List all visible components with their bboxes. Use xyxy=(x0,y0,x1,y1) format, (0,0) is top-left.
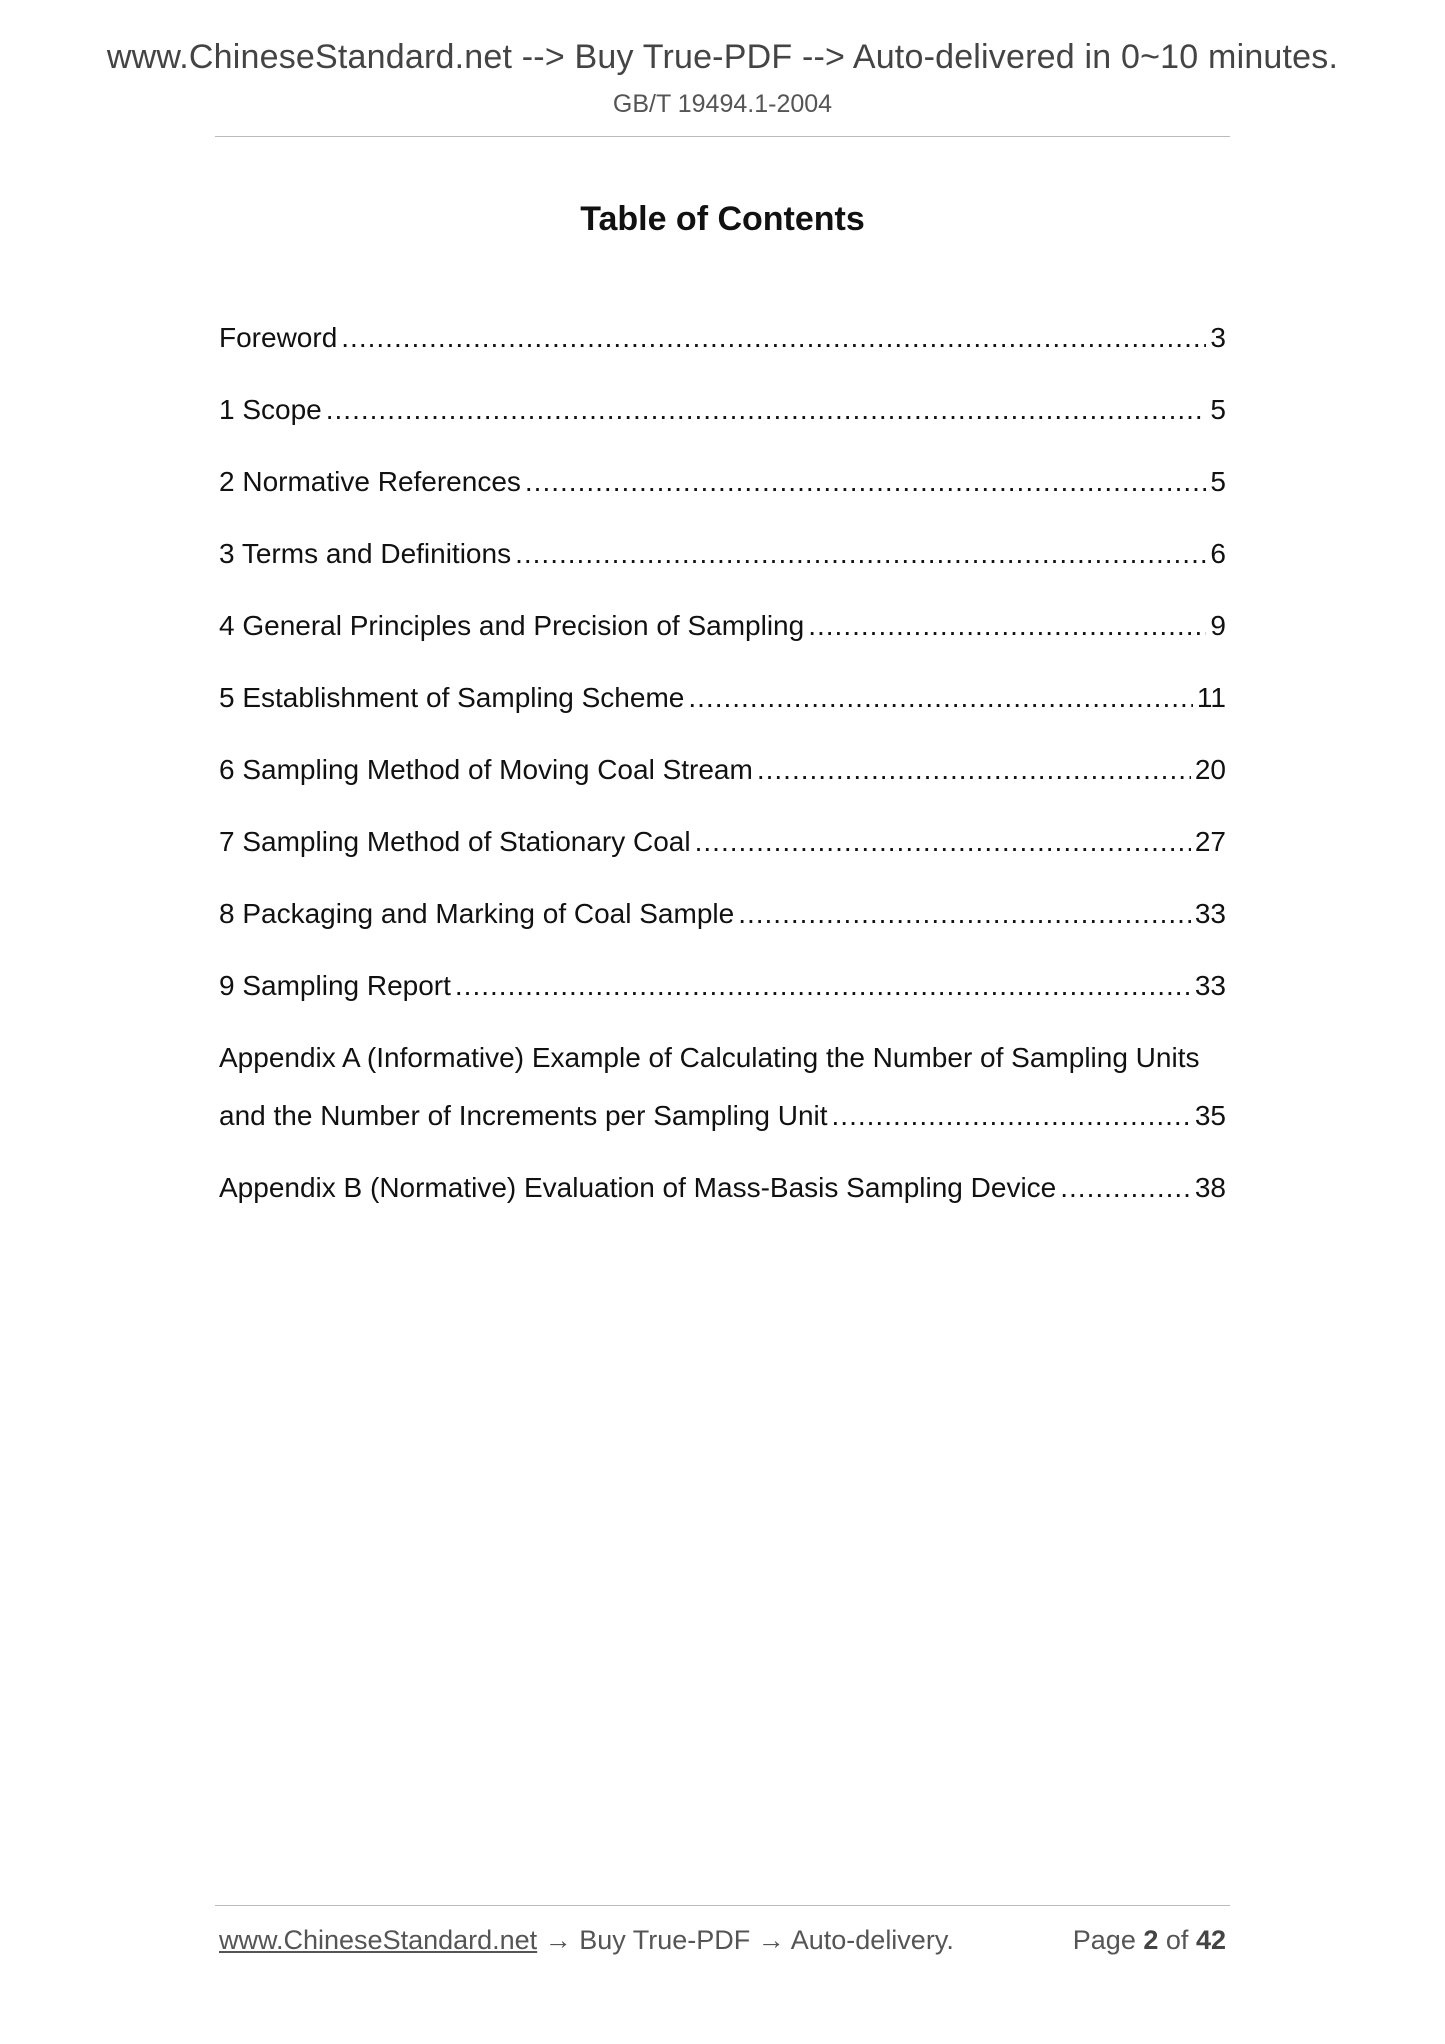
toc-entry-label: and the Number of Increments per Sampling Unit xyxy=(219,1100,828,1131)
dot-leader xyxy=(808,606,1206,646)
toc-entry-label: Foreword xyxy=(219,322,338,353)
toc-entry-label: 8 Packaging and Marking of Coal Sample xyxy=(219,898,735,929)
footer-tagline: → Buy True-PDF → Auto-delivery. xyxy=(537,1925,954,1955)
toc-entry-page: 33 xyxy=(1194,970,1226,1001)
toc-entry-label: 4 General Principles and Precision of Sampling xyxy=(219,610,805,641)
toc-entry-appendix-a[interactable] xyxy=(219,1096,1226,1168)
footer-divider xyxy=(215,1905,1230,1906)
toc-entry-page: 5 xyxy=(1210,394,1226,425)
dot-leader xyxy=(738,894,1191,934)
toc-entry-stationary-coal[interactable] xyxy=(219,822,1226,894)
current-page: 2 xyxy=(1143,1925,1159,1955)
toc-entry-page: 11 xyxy=(1196,682,1226,713)
toc-entry-terms-definitions[interactable] xyxy=(219,534,1226,606)
total-pages: 42 xyxy=(1195,1925,1226,1955)
header-banner: www.ChineseStandard.net --> Buy True-PDF --> Auto-delivered in 0~10 minutes. xyxy=(106,38,1339,76)
document-id: GB/T 19494.1-2004 xyxy=(612,90,833,118)
toc-entry-moving-coal-stream[interactable] xyxy=(219,750,1226,822)
dot-leader xyxy=(326,390,1207,430)
toc-entry-page: 6 xyxy=(1210,538,1226,569)
page-indicator: Page 2 of 42 xyxy=(1072,1925,1226,1955)
toc-entry-label: 5 Establishment of Sampling Scheme xyxy=(219,682,685,713)
dot-leader xyxy=(688,678,1193,718)
dot-leader xyxy=(455,966,1191,1006)
footer-promo xyxy=(219,1925,954,1956)
toc-entry-sampling-report[interactable] xyxy=(219,966,1226,1038)
toc-entry-label: 6 Sampling Method of Moving Coal Stream xyxy=(219,754,753,785)
footer-site-link[interactable]: www.ChineseStandard.net xyxy=(219,1925,538,1955)
toc-entry-label: 7 Sampling Method of Stationary Coal xyxy=(219,826,691,857)
page-footer xyxy=(219,1925,1226,1956)
toc-entry-page: 35 xyxy=(1194,1100,1226,1131)
toc-entry-label: 9 Sampling Report xyxy=(219,970,451,1001)
toc-entry-label: Appendix B (Normative) Evaluation of Mass-Basis Sampling Device xyxy=(219,1172,1057,1203)
dot-leader xyxy=(695,822,1191,862)
toc-entry-label: Appendix A (Informative) Example of Calculating the Number of Sampling Units xyxy=(219,1042,1200,1073)
dot-leader xyxy=(515,534,1206,574)
toc-entry-page: 5 xyxy=(1210,466,1226,497)
page-title: Table of Contents xyxy=(580,200,865,238)
dot-leader xyxy=(525,462,1207,502)
toc-entry-page: 20 xyxy=(1194,754,1226,785)
table-of-contents xyxy=(219,318,1226,1240)
dot-leader xyxy=(757,750,1191,790)
toc-entry-page: 38 xyxy=(1194,1172,1226,1203)
toc-entry-label: 3 Terms and Definitions xyxy=(219,538,512,569)
toc-entry-page: 9 xyxy=(1210,610,1226,641)
dot-leader xyxy=(341,318,1206,358)
dot-leader xyxy=(832,1096,1191,1136)
toc-entry-sampling-scheme[interactable] xyxy=(219,678,1226,750)
header-divider xyxy=(215,136,1230,137)
toc-entry-general-principles[interactable] xyxy=(219,606,1226,678)
toc-entry-label: 1 Scope xyxy=(219,394,322,425)
toc-entry-page: 27 xyxy=(1194,826,1226,857)
toc-entry-appendix-b[interactable] xyxy=(219,1168,1226,1240)
dot-leader xyxy=(1060,1168,1191,1208)
toc-entry-appendix-a-line1[interactable] xyxy=(219,1038,1226,1096)
toc-entry-page: 33 xyxy=(1194,898,1226,929)
toc-entry-scope[interactable] xyxy=(219,390,1226,462)
toc-entry-packaging-marking[interactable] xyxy=(219,894,1226,966)
toc-entry-page: 3 xyxy=(1210,322,1226,353)
toc-entry-label: 2 Normative References xyxy=(219,466,521,497)
toc-entry-foreword[interactable] xyxy=(219,318,1226,390)
toc-entry-normative-references[interactable] xyxy=(219,462,1226,534)
